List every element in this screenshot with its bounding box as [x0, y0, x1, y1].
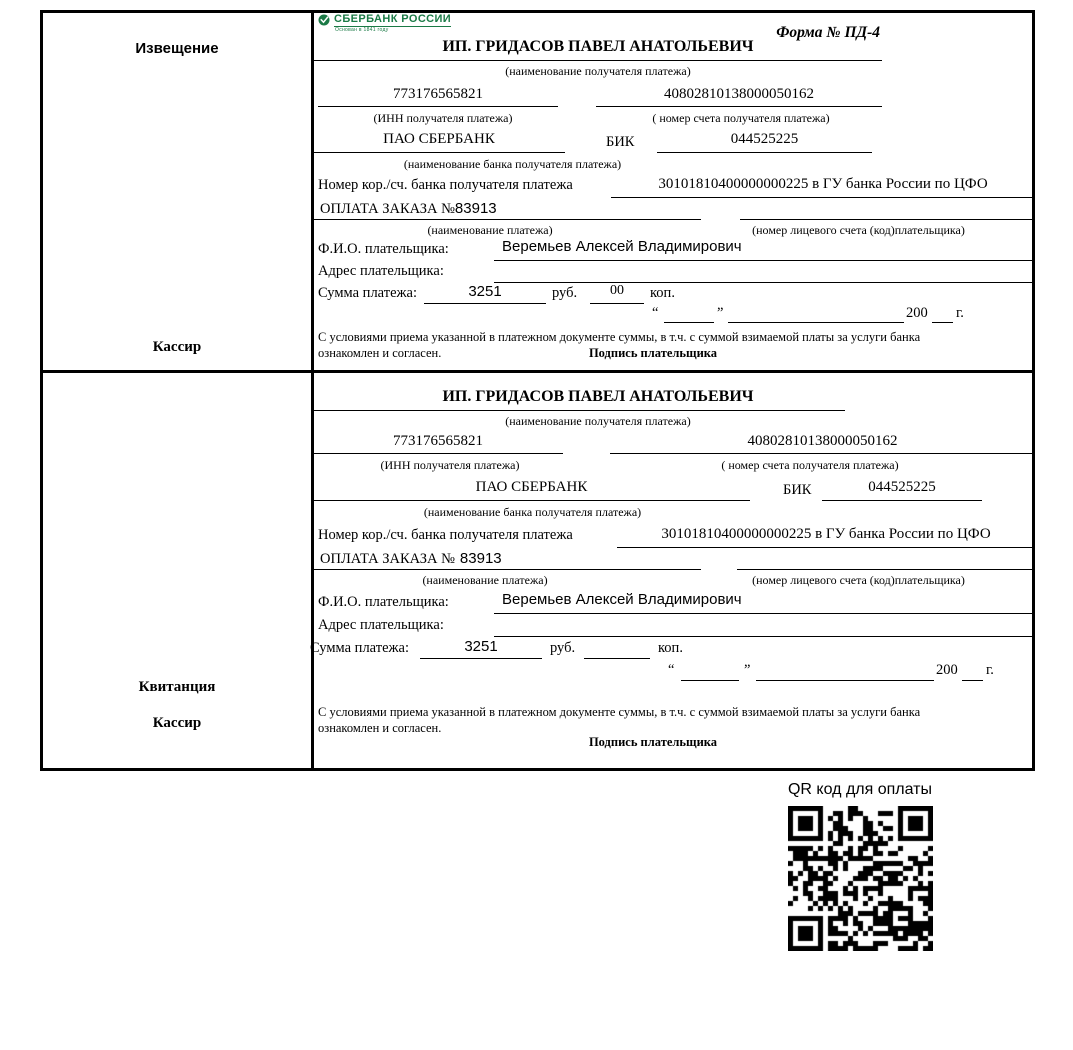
bik-value-receipt: 044525225: [822, 479, 982, 501]
corr-account-value-notice: 30101810400000000225 в ГУ банка России по ЦФО: [611, 176, 1035, 198]
sberbank-logo-text: СБЕРБАНК РОССИИ: [334, 13, 452, 25]
underline: [681, 680, 739, 681]
account-value-notice: 40802810138000050162: [596, 86, 882, 107]
personal-account-caption-receipt: (номер лицевого счета (код)плательщика): [752, 573, 965, 587]
underline: [313, 410, 845, 411]
underline: [737, 569, 1035, 570]
underline: [313, 219, 701, 220]
underline: [728, 322, 904, 323]
bank-caption-notice: (наименование банка получателя платежа): [403, 157, 622, 171]
rub-label-receipt: руб.: [550, 640, 576, 656]
sberbank-tagline: Основан в 1841 году: [335, 27, 389, 33]
payment-prefix-notice: ОПЛАТА ЗАКАЗА №: [320, 201, 455, 217]
form-number: Форма № ПД-4: [776, 24, 880, 41]
account-caption-receipt: ( номер счета получателя платежа): [721, 458, 899, 472]
date-open-quote-receipt: “: [668, 662, 675, 678]
corr-account-label-receipt: Номер кор./сч. банка получателя платежа: [318, 527, 573, 543]
payment-prefix-receipt: ОПЛАТА ЗАКАЗА №: [320, 551, 455, 567]
year-receipt: 200: [936, 662, 958, 678]
kopecks-value-notice: 00: [590, 283, 644, 304]
underline: [740, 219, 1035, 220]
amount-value-receipt: 3251: [420, 638, 542, 659]
inn-value-receipt: 773176565821: [313, 433, 563, 454]
underline: [962, 680, 983, 681]
sberbank-emblem-icon: [318, 14, 330, 26]
account-value-receipt: 40802810138000050162: [610, 433, 1035, 454]
rub-label-notice: руб.: [552, 285, 578, 301]
bik-value-notice: 044525225: [657, 131, 872, 153]
underline: [313, 569, 701, 570]
address-field-receipt: [494, 615, 1035, 637]
year-suffix-receipt: г.: [986, 662, 994, 678]
signature-label-receipt: Подпись плательщика: [588, 735, 718, 749]
notice-stub-label: Извещение: [135, 40, 219, 57]
agreement-line1-notice: С условиями приема указанной в платежном документе суммы, в т.ч. с суммой взимаемой платы за услуги банка: [318, 330, 921, 344]
agreement-line1-receipt: С условиями приема указанной в платежном документе суммы, в т.ч. с суммой взимаемой платы за услуги банка: [318, 705, 921, 719]
underline: [932, 322, 953, 323]
signature-label-notice: Подпись плательщика: [588, 346, 718, 360]
amount-label-notice: Сумма платежа:: [318, 285, 417, 301]
qr-label: QR код для оплаты: [787, 781, 932, 798]
bank-name-receipt: ПАО СБЕРБАНК: [313, 479, 750, 501]
amount-value-notice: 3251: [424, 283, 546, 304]
year-suffix-notice: г.: [956, 305, 964, 321]
address-label-receipt: Адрес плательщика:: [318, 617, 444, 633]
agreement-line2-notice: ознакомлен и согласен.: [318, 346, 442, 360]
payment-name-notice: [320, 200, 497, 218]
corr-account-label-notice: Номер кор./сч. банка получателя платежа: [318, 177, 573, 193]
address-label-notice: Адрес плательщика:: [318, 263, 444, 279]
date-close-quote-receipt: ”: [744, 662, 751, 678]
bik-label-notice: БИК: [606, 134, 635, 150]
year-notice: 200: [906, 305, 928, 321]
order-number-notice: 83913: [454, 200, 497, 217]
payment-name-receipt: [320, 550, 502, 568]
corr-account-value-receipt: 30101810400000000225 в ГУ банка России по ЦФО: [617, 526, 1035, 548]
address-field-notice: [494, 261, 1035, 283]
payment-caption-notice: (наименование платежа): [427, 223, 553, 237]
kop-label-receipt: коп.: [658, 640, 683, 656]
sberbank-logo: [318, 13, 451, 33]
cashier-label-notice: Кассир: [152, 339, 202, 355]
account-caption-notice: ( номер счета получателя платежа): [652, 111, 830, 125]
payer-name-notice: Веремьев Алексей Владимирович: [494, 238, 1035, 261]
cashier-label-receipt: Кассир: [152, 715, 202, 731]
payer-label-notice: Ф.И.О. плательщика:: [318, 241, 449, 257]
underline: [313, 60, 882, 61]
date-close-quote-notice: ”: [717, 305, 724, 321]
bank-caption-receipt: (наименование банка получателя платежа): [423, 505, 642, 519]
kop-label-notice: коп.: [650, 285, 675, 301]
payer-label-receipt: Ф.И.О. плательщика:: [318, 594, 449, 610]
personal-account-caption-notice: (номер лицевого счета (код)плательщика): [752, 223, 965, 237]
qr-code: [788, 806, 933, 951]
recipient-caption-notice: (наименование получателя платежа): [505, 64, 691, 78]
agreement-line2-receipt: ознакомлен и согласен.: [318, 721, 442, 735]
kopecks-value-receipt: [584, 638, 650, 659]
recipient-caption-receipt: (наименование получателя платежа): [505, 414, 691, 428]
inn-caption-receipt: (ИНН получателя платежа): [380, 458, 520, 472]
amount-label-receipt: Сумма платежа:: [310, 640, 409, 656]
section-divider: [40, 370, 1035, 373]
underline: [756, 680, 934, 681]
receipt-stub-label: Квитанция: [138, 679, 216, 695]
order-number-receipt: 83913: [459, 550, 502, 567]
recipient-name-receipt: ИП. ГРИДАСОВ ПАВЕЛ АНАТОЛЬЕВИЧ: [442, 388, 754, 405]
date-open-quote-notice: “: [652, 305, 659, 321]
payer-name-receipt: Веремьев Алексей Владимирович: [494, 591, 1035, 614]
bank-name-notice: ПАО СБЕРБАНК: [313, 131, 565, 153]
bik-label-receipt: БИК: [783, 482, 812, 498]
recipient-name-notice: ИП. ГРИДАСОВ ПАВЕЛ АНАТОЛЬЕВИЧ: [442, 38, 754, 55]
underline: [664, 322, 714, 323]
inn-value-notice: 773176565821: [318, 86, 558, 107]
inn-caption-notice: (ИНН получателя платежа): [373, 111, 513, 125]
payment-caption-receipt: (наименование платежа): [422, 573, 548, 587]
